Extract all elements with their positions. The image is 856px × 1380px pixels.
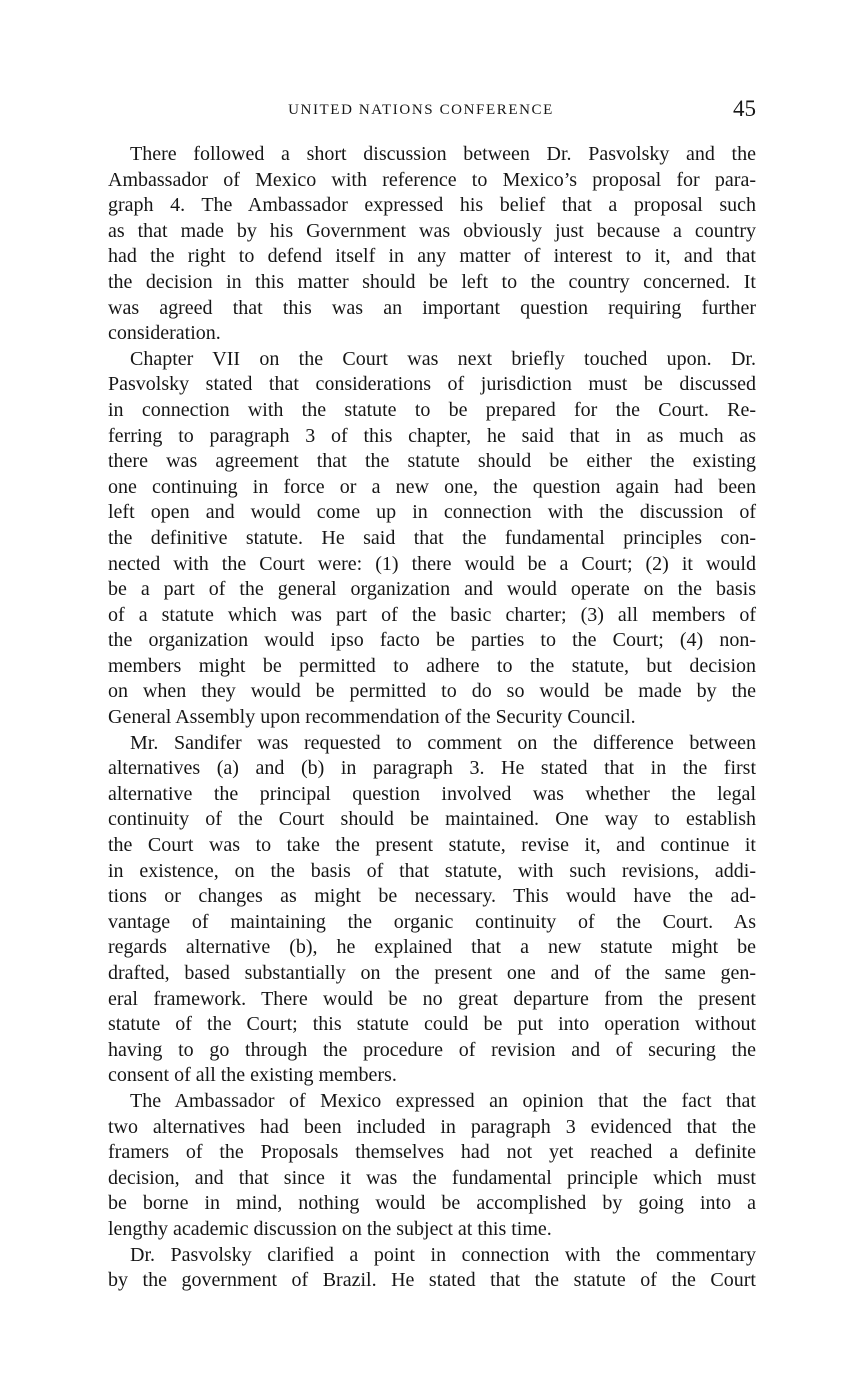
text-line: in existence, on the basis of that statute, with such revisions, addi- <box>108 859 756 882</box>
paragraph <box>86 347 756 731</box>
text-line: members might be permitted to adhere to the statute, but decision <box>108 654 756 677</box>
text-line: left open and would come up in connection with the discussion of <box>108 501 756 524</box>
text-line: having to go through the procedure of revision and of securing the <box>108 1038 756 1061</box>
text-line: drafted, based substantially on the present one and of the same gen- <box>108 962 756 984</box>
running-head: UNITED NATIONS CONFERENCE <box>288 102 554 118</box>
text-line: had the right to defend itself in any matter of interest to it, and that <box>108 245 756 268</box>
text-line: two alternatives had been included in paragraph 3 evidenced that the <box>108 1115 756 1138</box>
text-line: the definitive statute. He said that the fundamental principles con- <box>108 526 756 549</box>
text-line: in connection with the statute to be prepared for the Court. Re- <box>108 398 756 421</box>
page-header <box>86 96 756 126</box>
paragraph <box>86 731 756 1089</box>
text-line: as that made by his Government was obviously just because a country <box>108 219 756 242</box>
text-line: the decision in this matter should be left to the country concerned. It <box>108 270 756 293</box>
text-line: consent of all the existing members. <box>108 1064 397 1087</box>
text-line: alternative the principal question involved was whether the legal <box>108 782 756 805</box>
text-line: graph 4. The Ambassador expressed his belief that a proposal such <box>108 194 756 217</box>
text-line: be a part of the general organization and would operate on the basis <box>108 578 756 601</box>
text-line: The Ambassador of Mexico expressed an opinion that the fact that <box>130 1089 756 1112</box>
paragraph <box>86 1089 756 1243</box>
text-line: alternatives (a) and (b) in paragraph 3. He stated that in the first <box>108 757 756 780</box>
text-line: framers of the Proposals themselves had not yet reached a definite <box>108 1141 756 1164</box>
text-line: statute of the Court; this statute could be put into operation without <box>108 1013 756 1036</box>
text-line: tions or changes as might be necessary. This would have the ad- <box>108 885 756 908</box>
text-line: Ambassador of Mexico with reference to Mexico’s proposal for para- <box>108 168 756 191</box>
text-line: lengthy academic discussion on the subject at this time. <box>108 1217 552 1240</box>
text-line: there was agreement that the statute should be either the existing <box>108 450 756 473</box>
page-number: 45 <box>733 96 756 121</box>
text-line: on when they would be permitted to do so would be made by the <box>108 680 756 703</box>
text-line: of a statute which was part of the basic charter; (3) all members of <box>108 603 756 626</box>
text-line: consideration. <box>108 322 221 345</box>
text-line: the Court was to take the present statute, revise it, and continue it <box>108 834 756 857</box>
text-line: Dr. Pasvolsky clarified a point in connection with the commentary <box>130 1243 756 1266</box>
paragraph <box>86 142 756 347</box>
text-line: decision, and that since it was the fundamental principle which must <box>108 1166 756 1189</box>
text-line: regards alternative (b), he explained that a new statute might be <box>108 936 756 959</box>
text-line: Pasvolsky stated that considerations of jurisdiction must be discussed <box>108 373 756 396</box>
text-line: eral framework. There would be no great departure from the present <box>108 987 756 1010</box>
text-line: by the government of Brazil. He stated that the statute of the Court <box>108 1269 756 1292</box>
text-line: continuity of the Court should be maintained. One way to establish <box>108 808 756 831</box>
text-line: be borne in mind, nothing would be accomplished by going into a <box>108 1192 756 1215</box>
body-text <box>86 142 756 1294</box>
text-line: was agreed that this was an important question requiring further <box>108 296 756 319</box>
text-line: Mr. Sandifer was requested to comment on the difference between <box>130 731 756 754</box>
text-line: There followed a short discussion between Dr. Pasvolsky and the <box>130 143 756 165</box>
text-line: ferring to paragraph 3 of this chapter, he said that in as much as <box>108 424 756 447</box>
text-line: the organization would ipso facto be parties to the Court; (4) non- <box>108 629 756 652</box>
text-line: nected with the Court were: (1) there would be a Court; (2) it would <box>108 552 756 575</box>
text-line: Chapter VII on the Court was next briefly touched upon. Dr. <box>130 347 756 370</box>
text-line: vantage of maintaining the organic continuity of the Court. As <box>108 910 756 933</box>
text-line: General Assembly upon recommendation of the Security Council. <box>108 706 636 729</box>
paragraph <box>86 1243 756 1294</box>
text-line: one continuing in force or a new one, the question again had been <box>108 475 756 498</box>
